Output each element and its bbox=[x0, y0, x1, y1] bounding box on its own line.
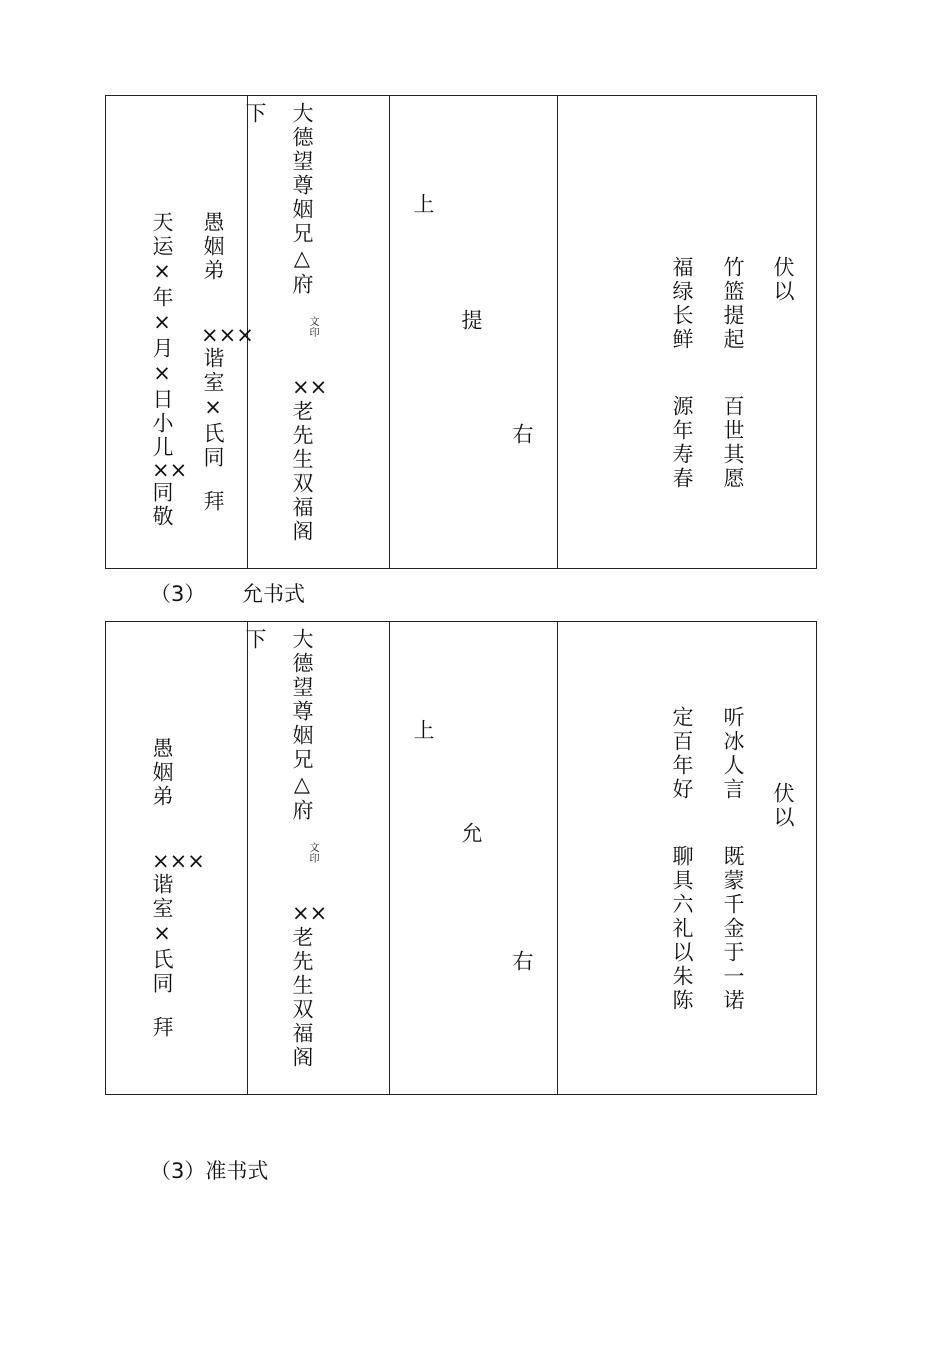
poem-line-1b: 百世其愿 bbox=[721, 395, 745, 491]
caption-title: 允书式 bbox=[242, 582, 305, 606]
column-divider bbox=[389, 622, 390, 1094]
sender-bai: 拜 bbox=[201, 490, 225, 514]
shang-char: 上 bbox=[411, 193, 435, 217]
sender-name: ××× bbox=[201, 323, 254, 347]
sender-wife: 谐室×氏同 bbox=[201, 347, 225, 470]
poem-line-2a: 定百年好 bbox=[670, 706, 694, 802]
seal-mark: 文印 bbox=[307, 316, 318, 338]
fuyi: 伏以 bbox=[771, 782, 795, 830]
recipient-name: ×× bbox=[292, 901, 328, 925]
yun-char: 允 bbox=[459, 822, 483, 846]
sender-bai: 拜 bbox=[150, 1016, 174, 1040]
poem-line-2a: 福绿长鲜 bbox=[670, 256, 694, 352]
date-line: 天运×年×月×日小儿 bbox=[150, 211, 174, 460]
xia-char: 下 bbox=[243, 628, 267, 652]
poem-line-1a: 听冰人言 bbox=[721, 706, 745, 802]
children-jing: 同敬 bbox=[150, 481, 174, 529]
you-char: 右 bbox=[510, 950, 534, 974]
you-char: 右 bbox=[510, 423, 534, 447]
caption-num: （3） bbox=[150, 582, 206, 606]
children-mark: ×× bbox=[152, 458, 188, 482]
sender-name: ××× bbox=[152, 849, 205, 873]
poem-line-1a: 竹篮提起 bbox=[721, 256, 745, 352]
seal-mark: 文印 bbox=[307, 842, 318, 864]
letter-form-1 bbox=[105, 95, 817, 569]
poem-line-2b: 聊具六礼以朱陈 bbox=[670, 845, 694, 1013]
recipient-rest: 老先生双福阁 bbox=[290, 400, 314, 544]
recipient-name: ×× bbox=[292, 375, 328, 399]
column-divider bbox=[557, 96, 558, 568]
fuyi: 伏以 bbox=[771, 256, 795, 304]
column-divider bbox=[389, 96, 390, 568]
column-divider bbox=[247, 622, 248, 1094]
sender-label: 愚姻弟 bbox=[150, 737, 174, 809]
letter-form-2 bbox=[105, 621, 817, 1095]
recipient-title: 大德望尊姻兄△府 bbox=[290, 628, 314, 823]
caption-2: （3）准书式 bbox=[150, 1159, 269, 1183]
recipient-rest: 老先生双福阁 bbox=[290, 926, 314, 1070]
poem-line-2b: 源年寿春 bbox=[670, 395, 694, 491]
ti-char: 提 bbox=[459, 309, 483, 333]
column-divider bbox=[557, 622, 558, 1094]
xia-char: 下 bbox=[243, 102, 267, 126]
sender-wife: 谐室×氏同 bbox=[150, 873, 174, 996]
sender-label: 愚姻弟 bbox=[201, 211, 225, 283]
poem-line-1b: 既蒙千金于一诺 bbox=[721, 845, 745, 1013]
recipient-title: 大德望尊姻兄△府 bbox=[290, 102, 314, 297]
shang-char: 上 bbox=[411, 719, 435, 743]
